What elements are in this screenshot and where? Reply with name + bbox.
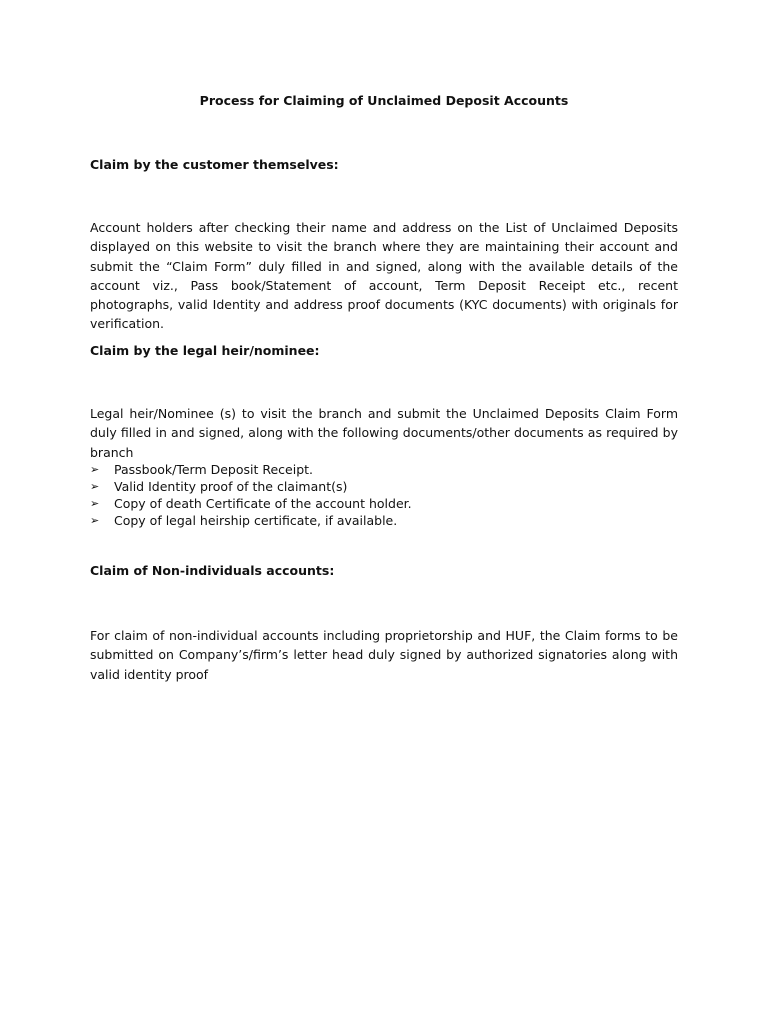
section-heading-customer: Claim by the customer themselves: xyxy=(90,157,339,172)
section-heading-non-individual: Claim of Non-individuals accounts: xyxy=(90,563,335,578)
list-item xyxy=(90,462,678,479)
list-item-text: Passbook/Term Deposit Receipt. xyxy=(114,462,314,477)
arrow-bullet-icon: ➢ xyxy=(90,496,100,510)
arrow-bullet-icon: ➢ xyxy=(90,463,100,476)
list-item xyxy=(90,513,678,530)
list-item-text: Copy of legal heirship certificate, if available. xyxy=(114,512,398,528)
section-body-non-individual: For claim of non-individual accounts including proprietorship and HUF, the Claim forms to be submitted on Company’s/firm’s letter head duly signed by authorized signatories along with valid identity proof xyxy=(90,628,678,682)
list-item-text: Copy of death Certificate of the account holder. xyxy=(114,495,412,511)
arrow-bullet-icon: ➢ xyxy=(90,479,100,493)
section-body-legal-heir: Legal heir/Nominee (s) to visit the branch and submit the Unclaimed Deposits Claim Form duly filled in and signed, along with the following documents/other documents as required by branch xyxy=(90,406,678,460)
list-item xyxy=(90,479,678,496)
list-item-text: Valid Identity proof of the claimant(s) xyxy=(114,478,348,494)
list-item xyxy=(90,496,678,513)
document-title: Process for Claiming of Unclaimed Deposit Accounts xyxy=(199,93,569,108)
section-body-customer: Account holders after checking their name and address on the List of Unclaimed Deposits displayed on this website to visit the branch where they are maintaining their account and submit the “Claim Form” duly filled in and signed, along with the available details of the account viz., Pass book/Statement of account, Term Deposit Receipt etc., recent photographs, valid Identity and address proof documents (KYC documents) with originals for verification. xyxy=(90,220,678,332)
section-heading-legal-heir: Claim by the legal heir/nominee: xyxy=(90,343,320,358)
arrow-bullet-icon: ➢ xyxy=(90,513,100,527)
required-documents-list xyxy=(90,462,678,530)
